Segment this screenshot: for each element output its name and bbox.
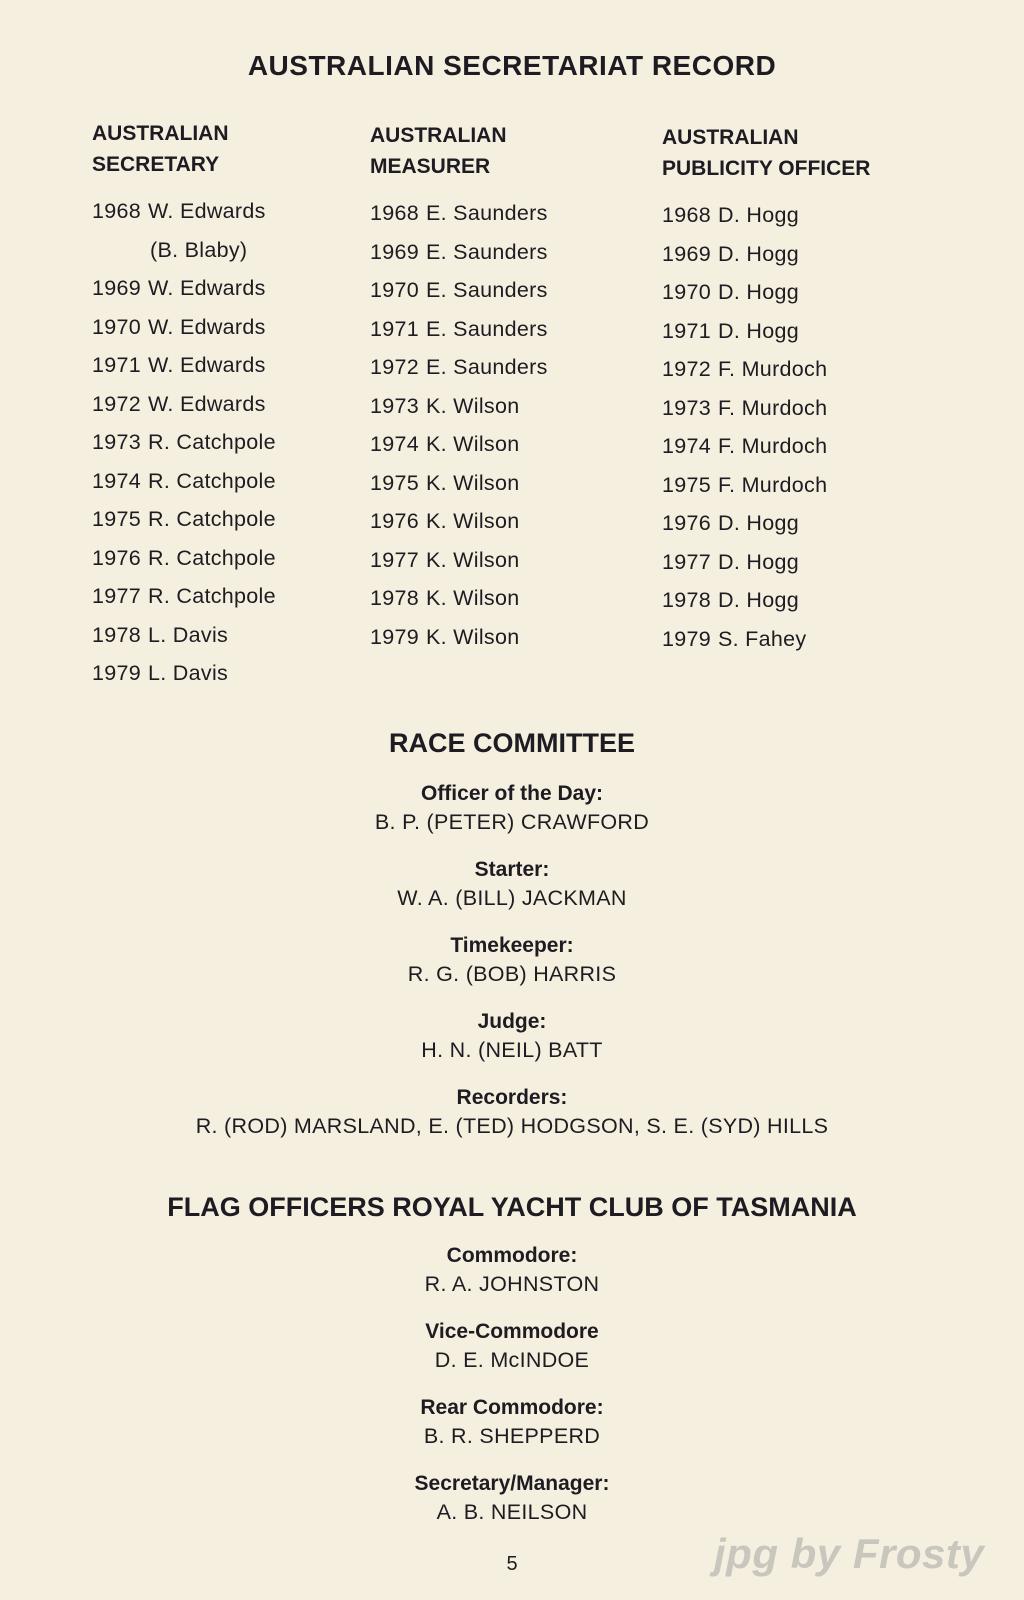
list-item xyxy=(662,196,932,235)
entry-year: 1973 xyxy=(662,395,712,420)
entry-name: K. Wilson xyxy=(426,586,520,610)
entry-name: S. Fahey xyxy=(718,626,807,651)
race-committee-section xyxy=(0,728,1024,1141)
entry-name: D. Hogg xyxy=(718,549,799,574)
list-item xyxy=(662,389,932,428)
office-holder: D. E. McINDOE xyxy=(434,1348,590,1372)
entry-name: R. Catchpole xyxy=(148,507,276,531)
secretary-column xyxy=(92,118,362,693)
entry-name: E. Saunders xyxy=(426,355,548,379)
office-entry xyxy=(0,1319,1024,1375)
column-heading-line: SECRETARY xyxy=(92,153,220,176)
list-item xyxy=(92,231,362,270)
list-item xyxy=(662,543,932,582)
office-role: Rear Commodore: xyxy=(420,1396,604,1419)
column-heading-line: AUSTRALIAN xyxy=(662,126,799,149)
entry-name: F. Murdoch xyxy=(718,434,828,458)
list-item xyxy=(92,192,362,231)
list-item xyxy=(92,346,362,385)
list-item xyxy=(662,350,932,389)
list-item xyxy=(662,273,932,312)
entry-year: 1969 xyxy=(662,241,712,266)
entry-name: F. Murdoch xyxy=(718,357,828,381)
entry-name: K. Wilson xyxy=(426,509,520,533)
entry-name: K. Wilson xyxy=(426,547,520,572)
publicity-officer-column xyxy=(662,122,932,658)
office-entry xyxy=(0,1009,1024,1065)
entry-name: F. Murdoch xyxy=(718,395,828,420)
list-item xyxy=(92,616,362,655)
entry-name: F. Murdoch xyxy=(718,472,828,497)
entry-year: 1971 xyxy=(92,353,142,377)
entry-name: R. Catchpole xyxy=(148,430,276,454)
office-holder: W. A. (BILL) JACKMAN xyxy=(397,886,627,910)
office-role: Recorders: xyxy=(456,1086,568,1109)
entry-year: 1975 xyxy=(370,470,420,495)
office-holder: A. B. NEILSON xyxy=(436,1500,588,1524)
entry-year: 1971 xyxy=(370,316,420,341)
office-entry xyxy=(0,1243,1024,1299)
entry-name: K. Wilson xyxy=(426,470,520,495)
list-item xyxy=(662,466,932,505)
office-entry xyxy=(0,857,1024,913)
list-item xyxy=(370,387,640,426)
entry-name: D. Hogg xyxy=(718,318,799,343)
list-item xyxy=(370,579,640,618)
entry-name: W. Edwards xyxy=(148,199,266,223)
entry-year: 1975 xyxy=(92,507,142,531)
office-entry xyxy=(0,1395,1024,1451)
office-entry xyxy=(0,933,1024,989)
watermark: jpg by Frosty xyxy=(714,1530,985,1577)
entry-year: 1976 xyxy=(92,545,142,570)
entry-year: 1979 xyxy=(370,624,420,649)
office-holder: R. G. (BOB) HARRIS xyxy=(407,962,617,986)
entry-year: 1970 xyxy=(92,314,142,339)
entry-name: K. Wilson xyxy=(426,393,520,418)
office-role: Judge: xyxy=(477,1010,547,1033)
entry-year: 1970 xyxy=(370,278,420,302)
entry-name: D. Hogg xyxy=(718,241,799,266)
entry-year: 1973 xyxy=(92,430,142,454)
entry-name: E. Saunders xyxy=(426,239,548,264)
office-holder: R. (ROD) MARSLAND, E. (TED) HODGSON, S. E. (SYD) HILLS xyxy=(195,1114,829,1138)
list-item xyxy=(370,464,640,503)
entry-year: 1976 xyxy=(662,511,712,535)
column-heading xyxy=(662,122,932,196)
list-item xyxy=(92,462,362,501)
entry-name: R. Catchpole xyxy=(148,584,276,608)
entry-name: W. Edwards xyxy=(148,314,266,339)
entry-name: R. Catchpole xyxy=(148,468,276,493)
page-title: AUSTRALIAN SECRETARIAT RECORD xyxy=(247,50,777,81)
section-title: RACE COMMITTEE xyxy=(389,728,635,758)
entry-name: W. Edwards xyxy=(148,391,266,416)
entry-year: 1968 xyxy=(662,203,712,227)
list-item xyxy=(92,577,362,616)
entry-year: 1972 xyxy=(92,391,142,416)
entry-year: 1978 xyxy=(662,588,712,612)
list-item xyxy=(662,504,932,543)
entry-name: D. Hogg xyxy=(718,280,799,304)
list-item xyxy=(92,423,362,462)
section-title: FLAG OFFICERS ROYAL YACHT CLUB OF TASMANIA xyxy=(167,1192,857,1222)
entry-year: 1971 xyxy=(662,318,712,343)
entry-name: K. Wilson xyxy=(426,624,520,649)
list-item xyxy=(370,348,640,387)
column-heading-line: MEASURER xyxy=(370,155,491,178)
office-role: Officer of the Day: xyxy=(420,782,604,805)
list-item xyxy=(662,581,932,620)
office-entry xyxy=(0,1471,1024,1527)
entry-name: W. Edwards xyxy=(148,276,266,300)
entry-year: 1979 xyxy=(92,661,142,685)
entry-year: 1979 xyxy=(662,626,712,651)
entry-year: 1973 xyxy=(370,393,420,418)
column-heading xyxy=(370,120,640,194)
list-item xyxy=(92,385,362,424)
entry-year: 1976 xyxy=(370,509,420,533)
entry-year: 1977 xyxy=(370,547,420,572)
list-item xyxy=(662,620,932,659)
entry-year: 1970 xyxy=(662,280,712,304)
office-entry xyxy=(0,1085,1024,1141)
entry-name: (B. Blaby) xyxy=(150,237,248,262)
list-item xyxy=(92,500,362,539)
entry-year: 1969 xyxy=(92,276,142,300)
list-item xyxy=(370,425,640,464)
entry-name: W. Edwards xyxy=(148,353,266,377)
list-item xyxy=(370,541,640,580)
list-item xyxy=(370,194,640,233)
entry-name: L. Davis xyxy=(148,661,229,685)
list-item xyxy=(92,539,362,578)
entry-year: 1974 xyxy=(92,468,142,493)
office-holder: H. N. (NEIL) BATT xyxy=(421,1038,603,1062)
list-item xyxy=(662,427,932,466)
entry-year: 1972 xyxy=(662,357,712,381)
office-role: Secretary/Manager: xyxy=(414,1472,610,1495)
entry-name: D. Hogg xyxy=(718,511,799,535)
office-role: Commodore: xyxy=(446,1244,578,1267)
list-item xyxy=(370,271,640,310)
page-number: 5 xyxy=(506,1553,518,1575)
entry-year: 1972 xyxy=(370,355,420,379)
list-item xyxy=(92,269,362,308)
list-item xyxy=(92,308,362,347)
office-holder: R. A. JOHNSTON xyxy=(424,1272,600,1296)
entry-year: 1969 xyxy=(370,239,420,264)
column-heading-line: AUSTRALIAN xyxy=(370,124,507,147)
entry-year: 1974 xyxy=(662,434,712,458)
measurer-column xyxy=(370,120,640,656)
list-item xyxy=(370,618,640,657)
entry-name: K. Wilson xyxy=(426,432,520,456)
office-role: Vice-Commodore xyxy=(425,1320,599,1343)
office-holder: B. R. SHEPPERD xyxy=(423,1424,601,1448)
entry-name: E. Saunders xyxy=(426,201,548,225)
list-item xyxy=(662,235,932,274)
list-item xyxy=(662,312,932,351)
entry-year: 1977 xyxy=(662,549,712,574)
list-item xyxy=(370,310,640,349)
column-heading xyxy=(92,118,362,192)
entry-name: E. Saunders xyxy=(426,278,548,302)
entry-year: 1977 xyxy=(92,584,142,608)
flag-officers-section xyxy=(0,1192,1024,1527)
office-holder: B. P. (PETER) CRAWFORD xyxy=(374,810,650,834)
entry-name: R. Catchpole xyxy=(148,545,276,570)
entry-name: D. Hogg xyxy=(718,203,799,227)
entry-name: D. Hogg xyxy=(718,588,799,612)
column-heading-line: AUSTRALIAN xyxy=(92,122,229,145)
column-heading-line: PUBLICITY OFFICER xyxy=(662,157,871,180)
entry-year: 1968 xyxy=(92,199,142,223)
office-role: Starter: xyxy=(474,858,550,881)
office-role: Timekeeper: xyxy=(450,934,574,957)
list-item xyxy=(370,233,640,272)
list-item xyxy=(92,654,362,693)
entry-name: E. Saunders xyxy=(426,316,548,341)
entry-year: 1978 xyxy=(370,586,420,610)
entry-year: 1974 xyxy=(370,432,420,456)
entry-year: 1968 xyxy=(370,201,420,225)
list-item xyxy=(370,502,640,541)
office-entry xyxy=(0,781,1024,837)
entry-name: L. Davis xyxy=(148,622,229,647)
entry-year: 1978 xyxy=(92,622,142,647)
entry-year: 1975 xyxy=(662,472,712,497)
